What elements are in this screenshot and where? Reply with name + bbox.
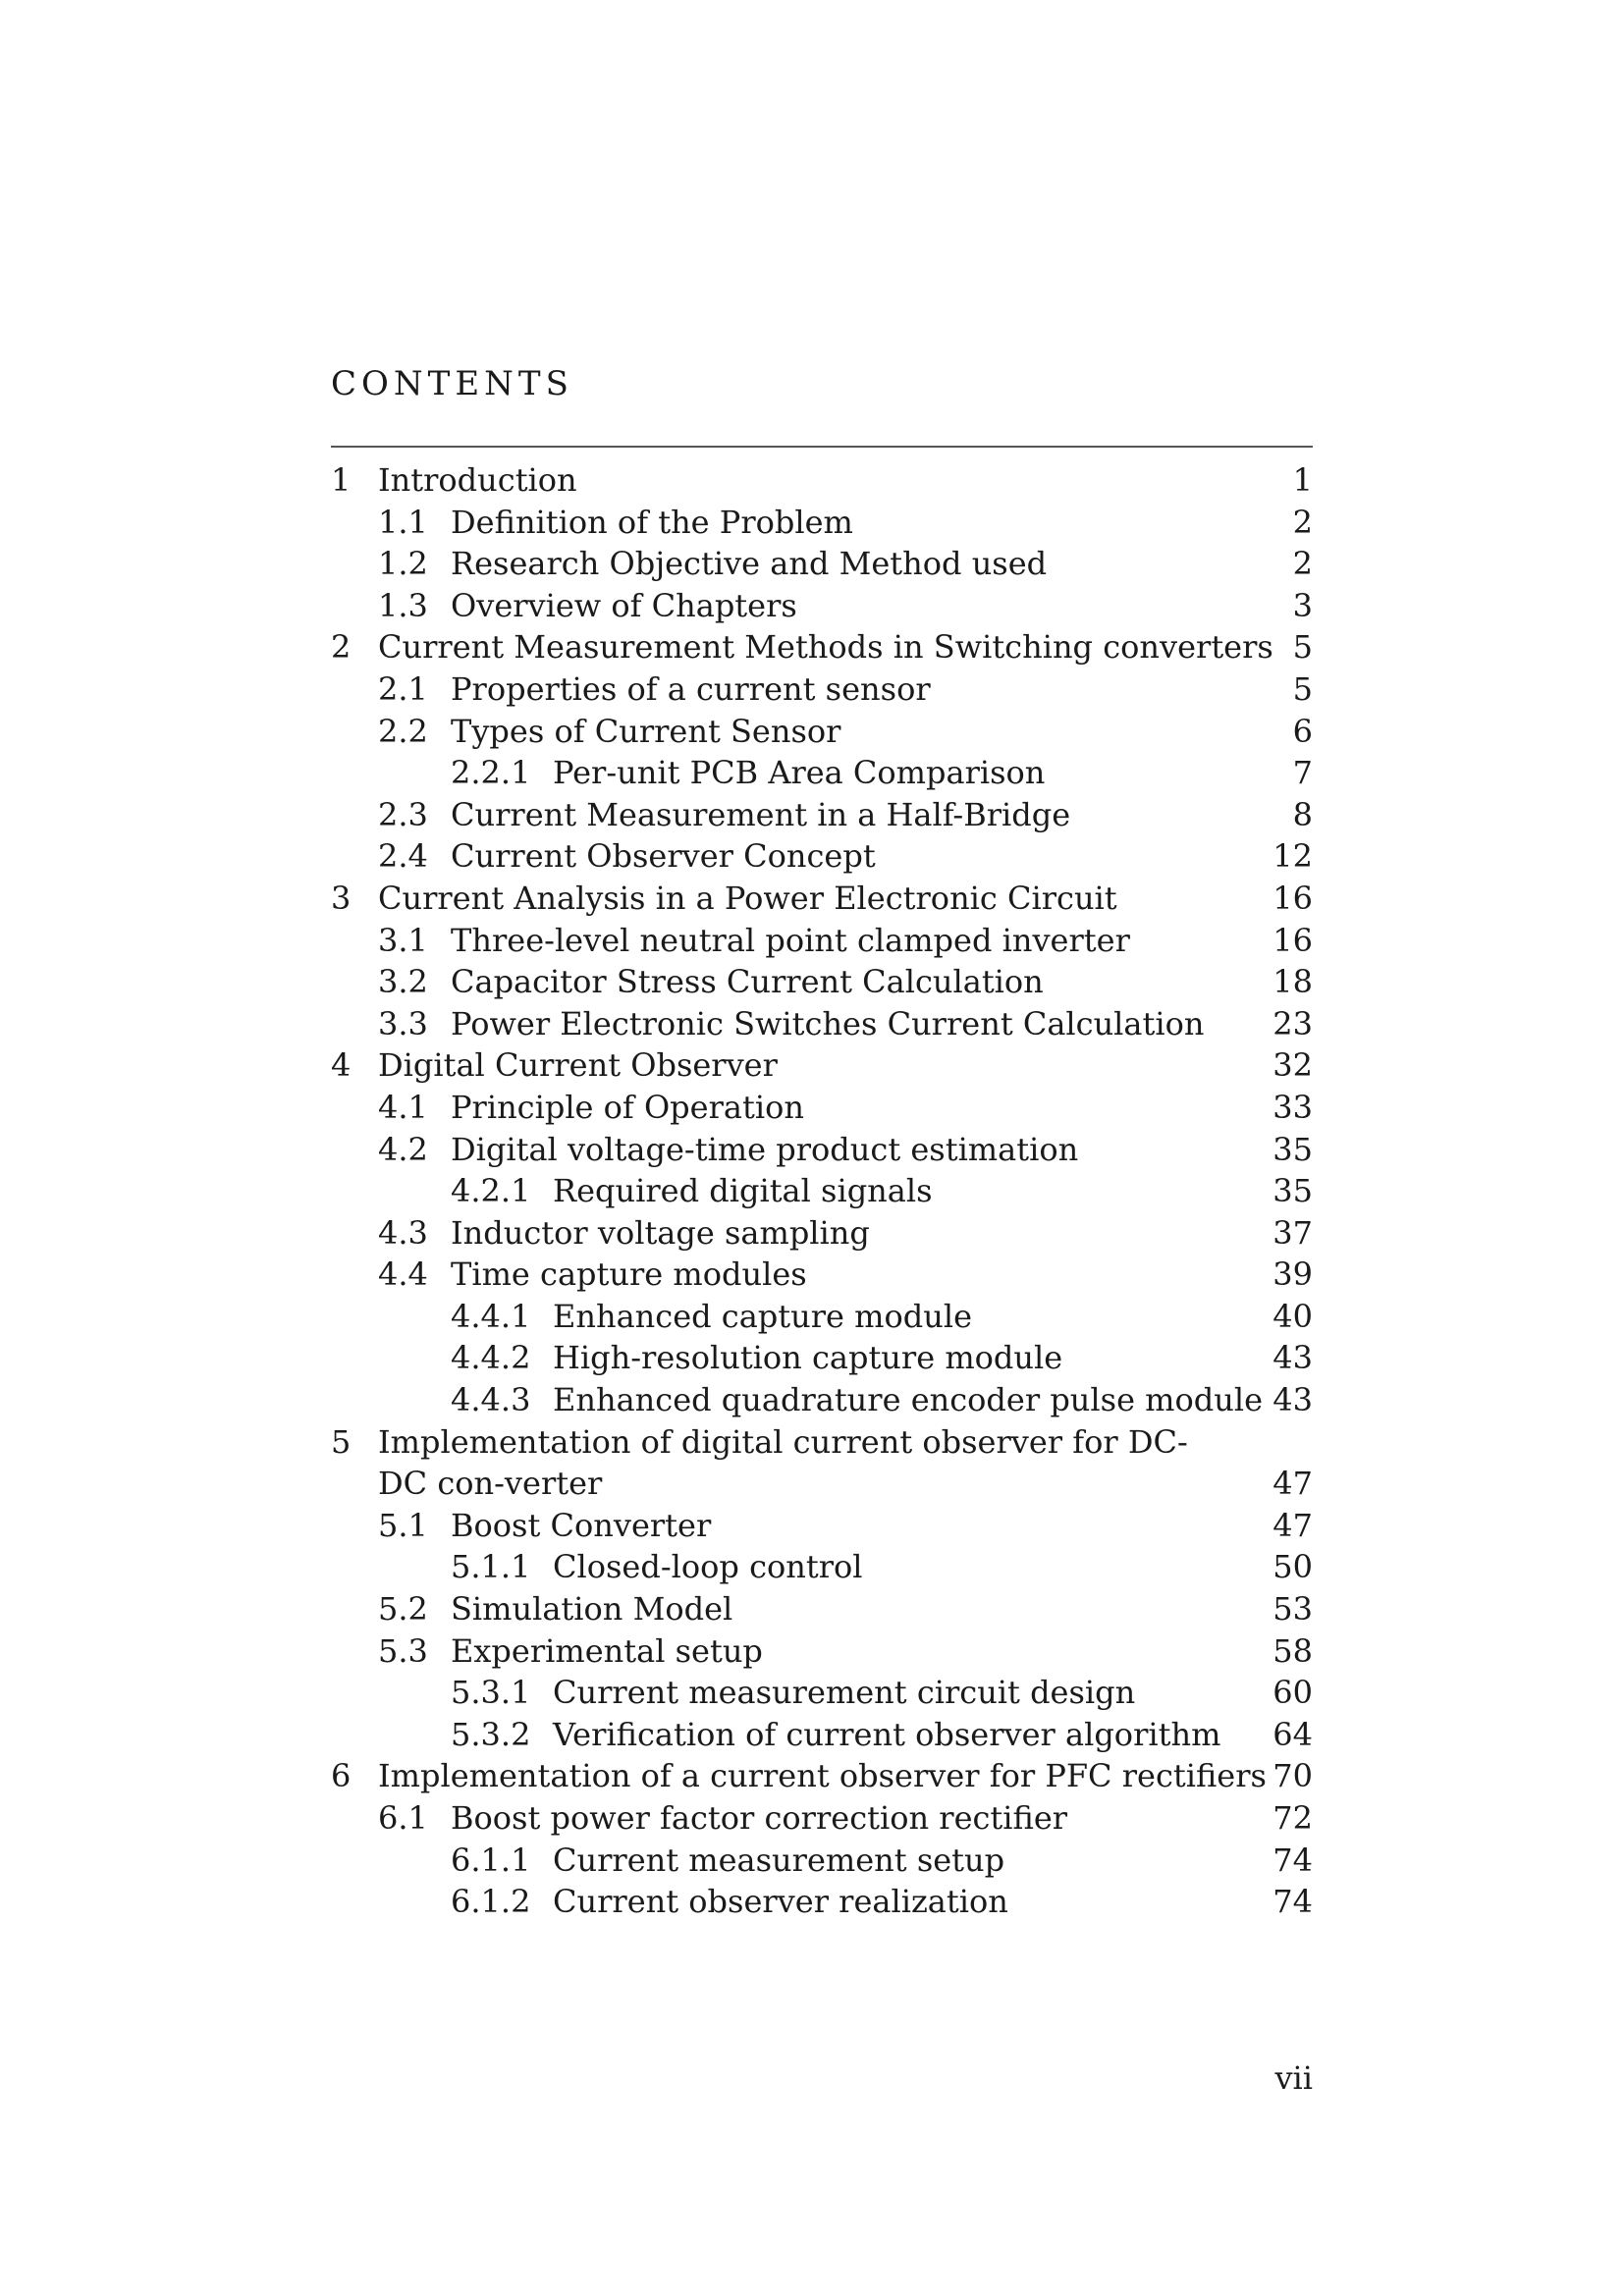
toc-entry-page: 74 bbox=[1272, 1883, 1313, 1921]
title-rule bbox=[331, 446, 1313, 448]
toc-entry-6-1[interactable] bbox=[331, 1797, 1313, 1840]
toc-entry-page: 35 bbox=[1272, 1172, 1313, 1210]
toc-entry-page: 3 bbox=[1292, 586, 1313, 624]
toc-entry-4-4-1[interactable] bbox=[331, 1296, 1313, 1338]
toc-entry-title: Enhanced capture module bbox=[553, 1297, 973, 1335]
toc-entry-5-3-1[interactable] bbox=[331, 1672, 1313, 1714]
toc-entry-page: 53 bbox=[1272, 1590, 1313, 1629]
toc-entry-page: 18 bbox=[1272, 963, 1313, 1001]
toc-entry-2[interactable] bbox=[331, 626, 1313, 668]
toc-entry-page: 39 bbox=[1272, 1255, 1313, 1294]
toc-entry-number: 6.1 bbox=[378, 1799, 428, 1837]
toc-entry-3-1[interactable] bbox=[331, 920, 1313, 962]
toc-entry-title: Current Measurement Methods in Switching converters bbox=[378, 628, 1273, 667]
toc-entry-number: 2 bbox=[331, 628, 352, 667]
toc-entry-number: 5.1.1 bbox=[451, 1548, 531, 1586]
toc-entry-page: 1 bbox=[1292, 461, 1313, 499]
toc-entry-page: 32 bbox=[1272, 1046, 1313, 1085]
toc-entry-title: Three-level neutral point clamped inverter bbox=[451, 921, 1130, 959]
toc-entry-number: 5.3 bbox=[378, 1631, 428, 1670]
toc-entry-6-1-1[interactable] bbox=[331, 1840, 1313, 1882]
toc-entry-title: Implementation of a current observer for PFC rectifiers bbox=[378, 1757, 1267, 1795]
toc-entry-number: 4.4.3 bbox=[451, 1381, 531, 1419]
toc-entry-number: 4 bbox=[331, 1046, 352, 1085]
toc-entry-5-2[interactable] bbox=[331, 1588, 1313, 1630]
toc-entry-title: Research Objective and Method used bbox=[451, 545, 1048, 583]
toc-entry-number: 3 bbox=[331, 879, 352, 917]
toc-entry-page: 16 bbox=[1272, 921, 1313, 959]
toc-entry-number: 2.2.1 bbox=[451, 754, 531, 792]
toc-entry-4[interactable] bbox=[331, 1044, 1313, 1087]
toc-entry-6-1-2[interactable] bbox=[331, 1881, 1313, 1923]
toc-entry-title: Closed-loop control bbox=[553, 1548, 863, 1586]
toc-entry-page: 5 bbox=[1292, 628, 1313, 667]
toc-entry-page: 47 bbox=[1272, 1465, 1313, 1503]
toc-entry-page: 50 bbox=[1272, 1548, 1313, 1586]
toc-entry-page: 43 bbox=[1272, 1339, 1313, 1377]
toc-entry-number: 4.2.1 bbox=[451, 1172, 531, 1210]
toc-entry-title: Types of Current Sensor bbox=[451, 712, 841, 750]
toc-entry-title: Principle of Operation bbox=[451, 1088, 804, 1126]
toc-entry-title: Power Electronic Switches Current Calculation bbox=[451, 1004, 1205, 1042]
toc-entry-5-3-2[interactable] bbox=[331, 1714, 1313, 1756]
toc-entry-title: Overview of Chapters bbox=[451, 586, 797, 624]
toc-entry-page: 5 bbox=[1292, 669, 1313, 708]
toc-entry-title: Current Observer Concept bbox=[451, 837, 876, 876]
toc-entry-3-2[interactable] bbox=[331, 961, 1313, 1003]
toc-entry-2-2[interactable] bbox=[331, 711, 1313, 753]
toc-entry-number: 4.3 bbox=[378, 1213, 428, 1252]
toc-entry-4-4[interactable] bbox=[331, 1254, 1313, 1296]
toc-entry-5-1-1[interactable] bbox=[331, 1546, 1313, 1588]
toc-entry-number: 5 bbox=[331, 1422, 352, 1461]
toc-entry-page: 64 bbox=[1272, 1715, 1313, 1753]
toc-entry-title: Simulation Model bbox=[451, 1590, 733, 1629]
toc-entry-page: 2 bbox=[1292, 503, 1313, 541]
toc-entry-title: Verification of current observer algorithm bbox=[553, 1715, 1221, 1753]
toc-entry-1-2[interactable] bbox=[331, 543, 1313, 585]
toc-entry-5-3[interactable] bbox=[331, 1630, 1313, 1673]
toc-entry-2-3[interactable] bbox=[331, 794, 1313, 836]
toc-entry-title: Per-unit PCB Area Comparison bbox=[553, 754, 1046, 792]
toc-entry-title: Capacitor Stress Current Calculation bbox=[451, 963, 1044, 1001]
toc-entry-title: Current Measurement in a Half-Bridge bbox=[451, 795, 1071, 833]
toc-entry-number: 3.1 bbox=[378, 921, 428, 959]
toc-entry-number: 4.1 bbox=[378, 1088, 428, 1126]
toc-entry-page: 70 bbox=[1272, 1757, 1313, 1795]
toc-entry-title: Properties of a current sensor bbox=[451, 669, 931, 708]
toc-entry-title: Enhanced quadrature encoder pulse module bbox=[553, 1381, 1264, 1419]
toc-entry-title: Experimental setup bbox=[451, 1631, 763, 1670]
toc-entry-page: 74 bbox=[1272, 1841, 1313, 1879]
toc-entry-number: 3.3 bbox=[378, 1004, 428, 1042]
toc-entry-page: 47 bbox=[1272, 1506, 1313, 1544]
toc-entry-number: 4.4.1 bbox=[451, 1297, 531, 1335]
toc-entry-number: 2.2 bbox=[378, 712, 428, 750]
toc-entry-page: 33 bbox=[1272, 1088, 1313, 1126]
toc-entry-2-4[interactable] bbox=[331, 835, 1313, 878]
toc-entry-6[interactable] bbox=[331, 1755, 1313, 1797]
toc-entry-number: 5.3.1 bbox=[451, 1674, 531, 1712]
toc-entry-number: 3.2 bbox=[378, 963, 428, 1001]
toc-entry-number: 6.1.2 bbox=[451, 1883, 531, 1921]
toc-entry-number: 1.2 bbox=[378, 545, 428, 583]
toc-entry-page: 40 bbox=[1272, 1297, 1313, 1335]
toc-entry-title: Current observer realization bbox=[553, 1883, 1008, 1921]
toc-entry-4-4-2[interactable] bbox=[331, 1337, 1313, 1379]
toc-entry-title: Definition of the Problem bbox=[451, 503, 853, 541]
toc-entry-number: 4.2 bbox=[378, 1130, 428, 1168]
toc-entry-title: High-resolution capture module bbox=[553, 1339, 1063, 1377]
toc-entry-title: Digital Current Observer bbox=[378, 1046, 778, 1085]
toc-entry-title: Required digital signals bbox=[553, 1172, 933, 1210]
toc-entry-page: 6 bbox=[1292, 712, 1313, 750]
toc-entry-number: 5.3.2 bbox=[451, 1715, 531, 1753]
toc-entry-title: Current measurement setup bbox=[553, 1841, 1005, 1879]
toc-entry-4-2-1[interactable] bbox=[331, 1170, 1313, 1212]
toc-entry-page: 60 bbox=[1272, 1674, 1313, 1712]
toc-entry-title: Digital voltage-time product estimation bbox=[451, 1130, 1079, 1168]
toc-entry-page: 7 bbox=[1292, 754, 1313, 792]
toc-entry-4-1[interactable] bbox=[331, 1087, 1313, 1129]
toc-entry-page: 35 bbox=[1272, 1130, 1313, 1168]
toc-entry-number: 2.1 bbox=[378, 669, 428, 708]
toc-entry-page: 72 bbox=[1272, 1799, 1313, 1837]
toc-entry-number: 2.4 bbox=[378, 837, 428, 876]
toc-entry-page: 58 bbox=[1272, 1631, 1313, 1670]
toc-entry-page: 23 bbox=[1272, 1004, 1313, 1042]
toc-entry-title: Inductor voltage sampling bbox=[451, 1213, 870, 1252]
toc-entry-2-2-1[interactable] bbox=[331, 752, 1313, 794]
toc-entry-page: 43 bbox=[1272, 1381, 1313, 1419]
toc-entry-page: 2 bbox=[1292, 545, 1313, 583]
toc-entry-title: Current Analysis in a Power Electronic Circuit bbox=[378, 879, 1117, 917]
toc-entry-number: 4.4 bbox=[378, 1255, 428, 1294]
page-title: CONTENTS bbox=[331, 364, 573, 403]
toc-entry-1[interactable] bbox=[331, 459, 1313, 502]
toc-entry-5[interactable] bbox=[331, 1421, 1313, 1505]
toc-entry-page: 37 bbox=[1272, 1213, 1313, 1252]
toc-entry-3-3[interactable] bbox=[331, 1003, 1313, 1045]
toc-entry-3[interactable] bbox=[331, 878, 1313, 920]
toc-entry-title: Time capture modules bbox=[451, 1255, 807, 1294]
toc-entry-number: 1 bbox=[331, 461, 352, 499]
toc-entry-number: 1.3 bbox=[378, 586, 428, 624]
toc-entry-number: 6.1.1 bbox=[451, 1841, 531, 1879]
toc-entry-title: Boost Converter bbox=[451, 1506, 712, 1544]
toc-entry-number: 5.1 bbox=[378, 1506, 428, 1544]
toc-entry-4-2[interactable] bbox=[331, 1129, 1313, 1171]
table-of-contents bbox=[331, 459, 1313, 1923]
toc-entry-1-1[interactable] bbox=[331, 502, 1313, 544]
toc-entry-number: 6 bbox=[331, 1757, 352, 1795]
toc-entry-title: Current measurement circuit design bbox=[553, 1674, 1136, 1712]
page-number: vii bbox=[1274, 2059, 1313, 2097]
toc-entry-number: 5.2 bbox=[378, 1590, 428, 1629]
toc-entry-title: Implementation of digital current observer for DC-DC con-verter bbox=[378, 1422, 1188, 1503]
toc-entry-4-4-3[interactable] bbox=[331, 1379, 1313, 1421]
toc-entry-5-1[interactable] bbox=[331, 1505, 1313, 1547]
toc-entry-page: 8 bbox=[1292, 795, 1313, 833]
toc-entry-title: Boost power factor correction rectifier bbox=[451, 1799, 1068, 1837]
toc-entry-title: Introduction bbox=[378, 461, 577, 499]
toc-entry-page: 16 bbox=[1272, 879, 1313, 917]
toc-entry-number: 4.4.2 bbox=[451, 1339, 531, 1377]
toc-entry-1-3[interactable] bbox=[331, 585, 1313, 627]
toc-entry-4-3[interactable] bbox=[331, 1212, 1313, 1255]
toc-entry-page: 12 bbox=[1272, 837, 1313, 876]
toc-entry-number: 2.3 bbox=[378, 795, 428, 833]
toc-entry-2-1[interactable] bbox=[331, 668, 1313, 711]
toc-entry-number: 1.1 bbox=[378, 503, 428, 541]
